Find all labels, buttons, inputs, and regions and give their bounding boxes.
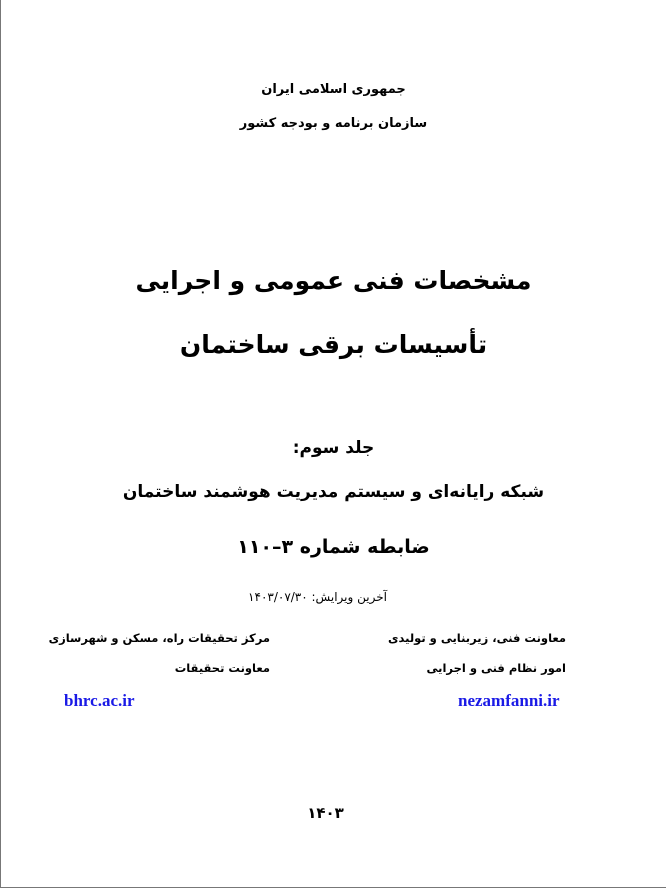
left-block-line2: معاونت تحقیقات: [174, 661, 270, 675]
right-organization-block: [387, 631, 566, 711]
right-block-line1: معاونت فنی، زیربنایی و تولیدی: [387, 631, 566, 645]
volume-subject: شبکه رایانه‌ای و سیستم مدیریت هوشمند ساختمان: [122, 482, 545, 502]
last-edit-date: آخرین ویرایش: ۱۴۰۳/۰۷/۳۰: [248, 590, 387, 604]
document-title-line1: مشخصات فنی عمومی و اجرایی: [135, 266, 532, 295]
organization-name: سازمان برنامه و بودجه کشور: [239, 116, 428, 131]
right-block-line2: امور نظام فنی و اجرایی: [426, 661, 566, 675]
volume-label: جلد سوم:: [292, 438, 375, 458]
nezamfanni-link[interactable]: nezamfanni.ir: [458, 691, 560, 710]
country-name: جمهوری اسلامی ایران: [261, 82, 406, 97]
publication-year: ۱۴۰۳: [307, 804, 344, 822]
standard-code: ضابطه شماره ۳–۱۱۰: [237, 536, 430, 558]
left-block-line1: مرکز تحقیقات راه، مسکن و شهرسازی: [48, 631, 270, 645]
document-title-line2: تأسیسات برقی ساختمان: [179, 330, 488, 359]
bhrc-link[interactable]: bhrc.ac.ir: [64, 691, 135, 710]
left-organization-block: [48, 631, 270, 711]
